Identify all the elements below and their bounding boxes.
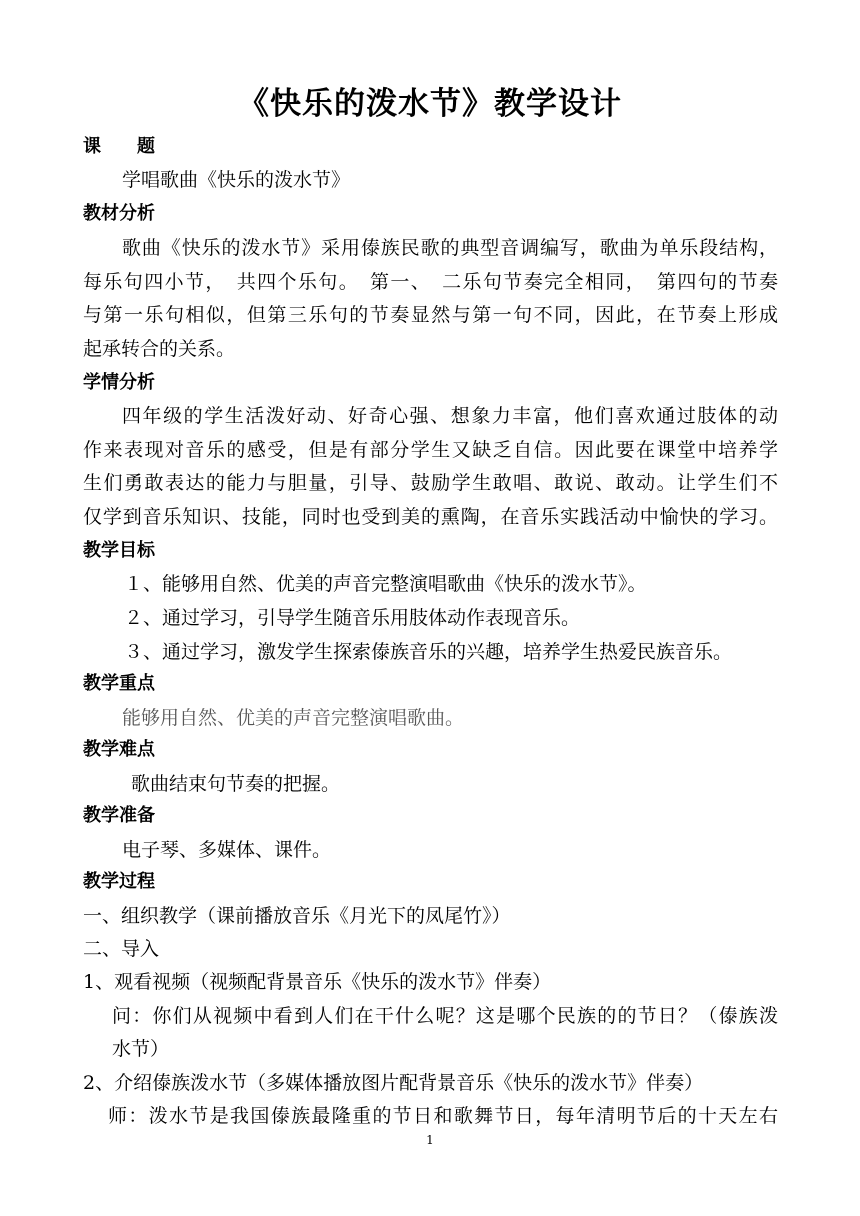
heading-students: 学情分析 bbox=[83, 372, 155, 393]
goal-item: １、能够用自然、优美的声音完整演唱歌曲《快乐的泼水节》。 bbox=[124, 573, 647, 595]
goal-item: ２、通过学习，引导学生随音乐用肢体动作表现音乐。 bbox=[124, 607, 581, 629]
heading-material: 教材分析 bbox=[83, 203, 155, 224]
process-line: 1、观看视频（视频配背景音乐《快乐的泼水节》伴奏） bbox=[83, 971, 552, 993]
prep-text: 电子琴、多媒体、课件。 bbox=[122, 839, 332, 861]
heading-difficulty: 教学难点 bbox=[83, 739, 155, 760]
document-title: 《快乐的泼水节》教学设计 bbox=[238, 86, 622, 122]
heading-process: 教学过程 bbox=[83, 871, 155, 892]
process-line: 2、介绍傣族泼水节（多媒体播放图片配背景音乐《快乐的泼水节》伴奏） bbox=[83, 1072, 704, 1094]
process-line: 二、导入 bbox=[83, 938, 160, 960]
students-line: 作来表现对音乐的感受，但是有部分学生又缺乏自信。因此要在课堂中培养学 bbox=[83, 439, 778, 461]
process-line: 问：你们从视频中看到人们在干什么呢？这是哪个民族的的节日？（傣族泼 bbox=[112, 1005, 778, 1027]
material-line: 每乐句四小节， 共四个乐句。 第一、 二乐句节奏完全相同， 第四句的节奏 bbox=[83, 271, 778, 293]
difficulty-text: 歌曲结束句节奏的把握。 bbox=[131, 773, 341, 795]
process-line: 水节） bbox=[112, 1038, 170, 1060]
heading-prep: 教学准备 bbox=[83, 805, 155, 826]
material-line: 歌曲《快乐的泼水节》采用傣族民歌的典型音调编写，歌曲为单乐段结构， bbox=[122, 237, 778, 259]
process-line: 师：泼水节是我国傣族最隆重的节日和歌舞节日，每年清明节后的十天左右 bbox=[108, 1105, 778, 1127]
material-line: 起承转合的关系。 bbox=[83, 338, 236, 360]
key-text: 能够用自然、优美的声音完整演唱歌曲。 bbox=[122, 707, 465, 729]
heading-key: 教学重点 bbox=[83, 673, 155, 694]
topic-text: 学唱歌曲《快乐的泼水节》 bbox=[122, 169, 351, 191]
students-line: 仅学到音乐知识、技能，同时也受到美的熏陶，在音乐实践活动中愉快的学习。 bbox=[83, 506, 778, 528]
students-line: 四年级的学生活泼好动、好奇心强、想象力丰富，他们喜欢通过肢体的动 bbox=[122, 405, 778, 427]
page-number: 1 bbox=[426, 1133, 434, 1147]
students-line: 生们勇敢表达的能力与胆量，引导、鼓励学生敢唱、敢说、敢动。让学生们不 bbox=[83, 472, 778, 494]
goal-item: ３、通过学习，激发学生探索傣族音乐的兴趣，培养学生热爱民族音乐。 bbox=[124, 641, 733, 663]
material-line: 与第一乐句相似，但第三乐句的节奏显然与第一句不同，因此，在节奏上形成 bbox=[83, 304, 778, 326]
heading-topic: 课 题 bbox=[83, 136, 155, 157]
heading-goals: 教学目标 bbox=[83, 540, 155, 561]
process-line: 一、组织教学（课前播放音乐《月光下的凤尾竹》） bbox=[83, 905, 511, 927]
